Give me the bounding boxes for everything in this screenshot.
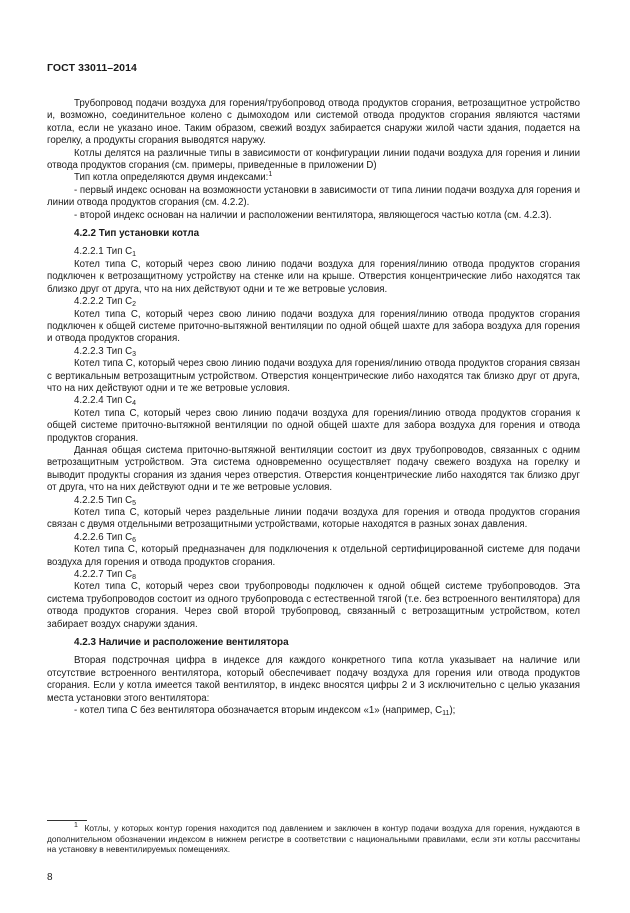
document-body <box>47 98 580 718</box>
page-number: 8 <box>47 872 53 883</box>
footnote-divider <box>47 820 87 821</box>
subsection-label: 4.2.2.3 Тип $C_3$ <box>74 345 137 358</box>
subsection-label: 4.2.2.5 Тип $C_5$ <box>74 494 137 507</box>
paragraph: Котел типа С, который через раздельные линии подачи воздуха для горения и отвода продуктов сгорания связан с двумя отдельными ветрозащитными устройствами, которые находятся в разных зонах давления. <box>47 507 580 531</box>
footnote-mark: 1 <box>74 822 78 829</box>
footnote-text: Котлы, у которых контур горения находится под давлением и заключен в контур подачи воздуха для горения, нуждаются в дополнительном обозначении индексом в нижнем регистре в соответствии с национальными правилами, если эти котлы рассчитаны на установку в невентилируемых помещениях. <box>47 823 580 855</box>
subsection-label: 4.2.2.6 Тип $C_6$ <box>74 531 137 544</box>
paragraph: Тип котла определяются двумя индексами:$^1$ <box>74 171 273 184</box>
section-heading: 4.2.3 Наличие и расположение вентилятора <box>74 637 289 649</box>
paragraph: Котлы делятся на различные типы в зависимости от конфигурации линии подачи воздуха для горения и линии отвода продуктов сгорания (см. примеры, приведенные в приложении D) <box>47 147 580 172</box>
subsection-label: 4.2.2.7 Тип $C_8$ <box>74 569 137 582</box>
paragraph: Котел типа С, который через свою линию подачи воздуха для горения/линию отвода продуктов сгорания подключен к общей системе приточно-вытяжной вентиляции по одной общей шахте для забора воздуха для горения и отвода продуктов сгорания. <box>47 308 580 345</box>
paragraph: Котел типа С, который через свою линию подачи воздуха для горения/линию отвода продуктов сгорания связан с вертикальным ветрозащитным устройством. Отверстия концентрические либо находятся так близко друг от друга, что на них действуют одни и те же ветровые условия. <box>47 358 580 394</box>
paragraph: Котел типа С, который через свои трубопроводы подключен к одной общей системе трубопроводов. Эта система трубопроводов состоит из одного трубопровода с естественной тягой (т.е. без встроенного вентилятора) для отвода продуктов сгорания. Через свой второй трубопровод, связанный с ветрозащитным устройством, котел забирает воздух снаружи здания. <box>47 581 580 630</box>
paragraph: Котел типа С, который через свою линию подачи воздуха для горения/линию отвода продуктов сгорания к общей системе приточно-вытяжной вентиляции по одной общей шахте для забора воздуха для горения и отвода продуктов сгорания. <box>47 407 580 444</box>
paragraph: Трубопровод подачи воздуха для горения/трубопровод отвода продуктов сгорания, ветрозащитное устройство и, возможно, соединительное колено с дымоходом или системой отвода продуктов сгорания являются частями котла, если не указано иное. Таким образом, свежий воздух забирается снаружи жилой части здания, подается на горелку, а продукты сгорания выводятся наружу. <box>47 98 580 147</box>
paragraph: Котел типа С, который через свою линию подачи воздуха для горения/линию отвода продуктов сгорания подключен к ветрозащитному устройству на стенке или на крыше. Отверстия концентрические либо находятся так близко друг от друга, что на них действуют одни и те же ветровые условия. <box>47 258 580 295</box>
footnote-ref[interactable]: 1 <box>268 171 273 179</box>
paragraph: Данная общая система приточно-вытяжной вентиляции состоит из двух трубопроводов, связанных с одним ветрозащитным устройством. Эта система одновременно осуществляет подачу свежего воздуха на горелку и выводит продукты сгорания из здания через отверстия. Отверстия концентрические либо находятся так близко друг от друга, что на них действуют одни и те же ветровые условия. <box>47 444 580 494</box>
paragraph: - первый индекс основан на возможности установки в зависимости от типа линии подачи воздуха для горения и линии отвода продуктов сгорания (см. 4.2.2). <box>47 184 580 209</box>
paragraph: Вторая подстрочная цифра в индексе для каждого конкретного типа котла указывает на наличие или отсутствие встроенного вентилятора, который обеспечивает подачу воздуха для горения или отвода продуктов сгорания. Если у котла имеется такой вентилятор, в индекс вносятся цифры 2 и 3 исключительно с целью указания места установки этого вентилятора: <box>47 655 580 704</box>
section-heading: 4.2.2 Тип установки котла <box>74 228 200 240</box>
paragraph: - котел типа С без вентилятора обозначается вторым индексом «1» (например, $C_{11}$); <box>74 705 456 718</box>
subsection-label: 4.2.2.1 Тип $C_1$ <box>74 246 137 259</box>
footnote <box>47 823 580 855</box>
document-header: ГОСТ 33011–2014 <box>47 62 137 74</box>
paragraph: - второй индекс основан на наличии и расположении вентилятора, являющегося частью котла (см. 4.2.3). <box>74 209 552 221</box>
subsection-label: 4.2.2.4 Тип $C_4$ <box>74 395 137 408</box>
paragraph: Котел типа С, который предназначен для подключения к отдельной сертифицированной системе для подачи воздуха для горения и отвода продуктов сгорания. <box>47 544 580 568</box>
subsection-label: 4.2.2.2 Тип $C_2$ <box>74 296 137 309</box>
